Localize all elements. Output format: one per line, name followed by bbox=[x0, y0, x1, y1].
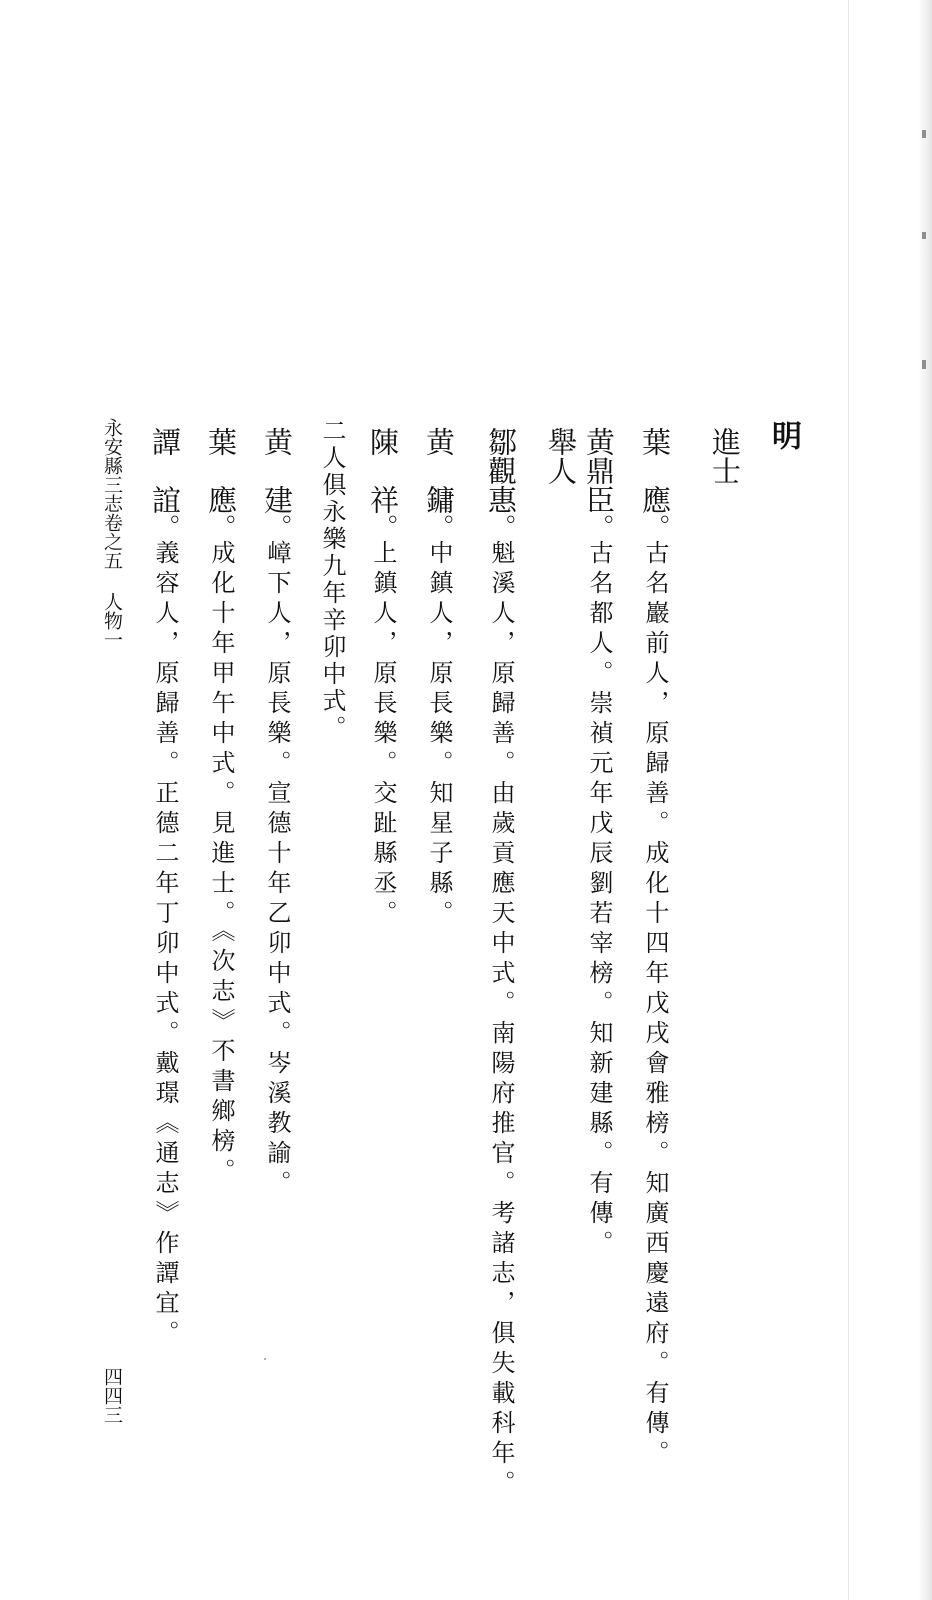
juren-entry bbox=[148, 427, 182, 1350]
section-title: 人物一 bbox=[101, 592, 123, 649]
jinshi-heading: 進士 bbox=[708, 427, 742, 485]
person-note: 成化十年甲午中式。見進士。《次志》不書鄉榜。 bbox=[207, 540, 235, 1188]
juren-entry bbox=[260, 427, 294, 1200]
person-note: 古名巖前人，原歸善。成化十四年戊戌會雅榜。知廣西慶遠府。有傳。 bbox=[641, 540, 669, 1470]
entry-mark: 。 bbox=[262, 514, 292, 540]
entry-mark: 。 bbox=[584, 514, 614, 540]
page-fold-line bbox=[848, 0, 849, 1600]
juren-entry bbox=[422, 427, 456, 930]
person-name: 黄 建 bbox=[260, 427, 294, 514]
entry-mark: 。 bbox=[368, 514, 398, 540]
person-note: 古名都人。崇禎元年戊辰劉若宰榜。知新建縣。有傳。 bbox=[585, 540, 613, 1260]
juren-heading: 舉人 bbox=[544, 427, 578, 485]
page-edge-mark bbox=[922, 130, 926, 138]
person-name: 譚 誼 bbox=[148, 427, 182, 514]
entry-mark: 。 bbox=[150, 514, 180, 540]
page-number: 四四三 bbox=[101, 1367, 123, 1424]
juren-entry bbox=[204, 427, 238, 1188]
person-note: 魁溪人，原歸善。由歲貢應天中式。南陽府推官。考諸志，俱失載科年。 bbox=[487, 540, 515, 1500]
running-title bbox=[102, 418, 121, 649]
person-note: 義容人，原歸善。正德二年丁卯中式。戴璟《通志》作譚宜。 bbox=[151, 540, 179, 1350]
person-note: 中鎮人，原長樂。知星子縣。 bbox=[425, 540, 453, 930]
entry-mark: 。 bbox=[486, 514, 516, 540]
person-name: 陳 祥 bbox=[366, 427, 400, 514]
jinshi-entry bbox=[638, 427, 672, 1470]
person-name: 黄 鏞 bbox=[422, 427, 456, 514]
person-name: 葉 應 bbox=[204, 427, 238, 514]
dynasty-heading: 明 bbox=[766, 420, 801, 450]
person-note: 嶂下人，原長樂。宣德十年乙卯中式。岑溪教諭。 bbox=[263, 540, 291, 1200]
person-note: 上鎮人，原長樂。交趾縣丞。 bbox=[369, 540, 397, 930]
person-name: 鄒觀惠 bbox=[484, 427, 518, 514]
juren-footnote: 二人俱永樂九年辛卯中式。 bbox=[318, 418, 346, 742]
entry-mark: 。 bbox=[206, 514, 236, 540]
book-title: 永安縣三志卷之五 bbox=[101, 418, 123, 570]
juren-entry bbox=[366, 427, 400, 930]
page-edge-shadow bbox=[918, 0, 932, 1600]
jinshi-entry bbox=[582, 427, 616, 1260]
scan-speck bbox=[264, 1358, 266, 1360]
person-name: 葉 應 bbox=[638, 427, 672, 514]
page-edge-mark bbox=[922, 232, 926, 239]
person-name: 黄鼎臣 bbox=[582, 427, 616, 514]
entry-mark: 。 bbox=[640, 514, 670, 540]
juren-entry bbox=[484, 427, 518, 1500]
page-edge-mark bbox=[922, 360, 926, 369]
entry-mark: 。 bbox=[424, 514, 454, 540]
